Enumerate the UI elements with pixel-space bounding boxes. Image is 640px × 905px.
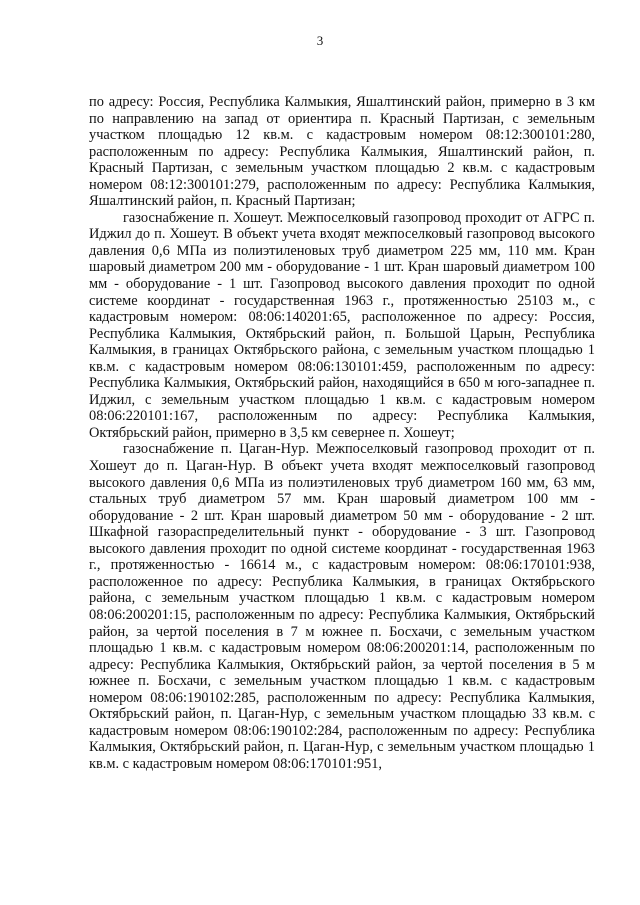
paragraph-continuation: по адресу: Россия, Республика Калмыкия, Яшалтинский район, примерно в 3 км по направлению на запад от ориентира п. Красный Партизан, с земельным участком площадью 12 кв.м. с кадастровым номером 08:12:300101:280, расположенным по адресу: Республика Калмыкия, Яшалтинский район, п. Красный Партизан, с земельным участком площадью 2 кв.м. с кадастровым номером 08:12:300101:279, расположенным по адресу: Республика Калмыкия, Яшалтинский район, п. Красный Партизан; — [89, 94, 595, 210]
document-body — [89, 94, 595, 772]
paragraph-tsagan-nur-gas-supply: газоснабжение п. Цаган-Нур. Межпоселковый газопровод проходит от п. Хошеут до п. Цаган-Нур. В объект учета входят межпоселковый газопровод высокого давления 0,6 МПа из полиэтиленовых труб диаметром 160 мм, 63 мм, стальных труб диаметром 57 мм. Кран шаровый диаметром 100 мм - оборудование - 2 шт. Кран шаровый диаметром 50 мм - оборудование - 2 шт. Шкафной газораспределительный пункт - оборудование - 3 шт. Газопровод высокого давления проходит по одной системе координат - государственная 1963 г., протяженностью - 16614 м., с кадастровым номером: 08:06:170101:938, расположенное по адресу: Республика Калмыкия, в границах Октябрьского района, с земельным участком площадью 1 кв.м. с кадастровым номером 08:06:200201:15, расположенным по адресу: Республика Калмыкия, Октябрьский район, за чертой поселения в 7 м южнее п. Босхачи, с земельным участком площадью 1 кв.м. с кадастровым номером 08:06:200201:14, расположенным по адресу: Республика Калмыкия, Октябрьский район, за чертой поселения в 5 м южнее п. Босхачи, с земельным участком площадью 1 кв.м. с кадастровым номером 08:06:190102:285, расположенным по адресу: Республика Калмыкия, Октябрьский район, п. Цаган-Нур, с земельным участком площадью 33 кв.м. с кадастровым номером 08:06:190102:284, расположенным по адресу: Республика Калмыкия, Октябрьский район, п. Цаган-Нур, с земельным участком площадью 1 кв.м. с кадастровым номером 08:06:170101:951, — [89, 441, 595, 772]
paragraph-khosheut-gas-supply: газоснабжение п. Хошеут. Межпоселковый газопровод проходит от АГРС п. Иджил до п. Хошеут. В объект учета входят межпоселковый газопровод высокого давления 0,6 МПа из полиэтиленовых труб диаметром 225 мм, 110 мм. Кран шаровый диаметром 200 мм - оборудование - 1 шт. Кран шаровый диаметром 100 мм - оборудование - 1 шт. Газопровод высокого давления проходит по одной системе координат - государственная 1963 г., протяженностью 25103 м., с кадастровым номером: 08:06:140201:65, расположенное по адресу: Россия, Республика Калмыкия, Октябрьский район, п. Большой Царын, Республика Калмыкия, в границах Октябрьского района, с земельным участком площадью 1 кв.м. с кадастровым номером 08:06:130101:459, расположенным по адресу: Республика Калмыкия, Октябрьский район, находящийся в 650 м юго-западнее п. Иджил, с земельным участком площадью 1 кв.м. с кадастровым номером 08:06:220101:167, расположенным по адресу: Республика Калмыкия, Октябрьский район, примерно в 3,5 км севернее п. Хошеут; — [89, 209, 595, 441]
page-number: 3 — [316, 33, 324, 48]
